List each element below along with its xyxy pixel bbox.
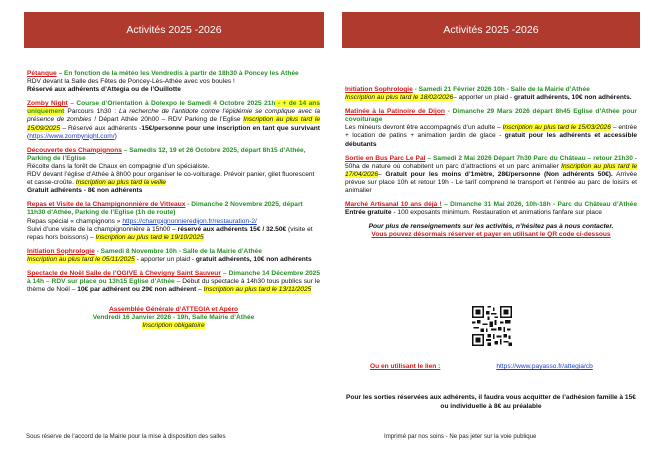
zomby-text1: Parcours 1h30 : [64, 108, 120, 116]
vitteaux-price: réservé aux adhérents 15€ / 32.50€ [177, 225, 287, 233]
left-body [27, 70, 320, 331]
ag-note: Inscription obligatoire [142, 322, 205, 330]
vitteaux-line2: Suivi d’une visite de la champignonnière à 15h00 – [27, 225, 178, 233]
patinoire-title: Matinée à la Patinoire de Dijon [345, 108, 445, 116]
zomby-age: - + de 14 ans uniquement [27, 100, 320, 116]
champignons-sep: – [121, 146, 130, 154]
patinoire-text1: Les mineurs devront être accompagnés d’un adulte – [345, 124, 503, 132]
parclepal-schedule: Samedi 2 Mai 2026 Départ 7h30 Parc du Château – retour 21h30 [433, 154, 633, 162]
patinoire-text2: – entrée + location de patins + animation jardin de glace - [345, 124, 638, 140]
contact-note: Pour plus de renseignements sur les activités, n’hésitez pas à nous contacter. [368, 223, 614, 231]
sophro1-schedule: Samedi 8 Novembre 10h - Salle de la Mairie d’Athée [100, 247, 262, 255]
right-header-title: Activités 2025 -2026 [443, 24, 539, 36]
petanque-sep: – [56, 70, 65, 77]
activity-sophrologie-2 [345, 86, 637, 102]
patinoire-deadline: Inscription au plus tard le 15/03/2026 [502, 124, 611, 132]
champignons-line1: Récolte dans la forêt de Chaux en compagnie d’un spécialiste. [27, 162, 210, 170]
champignons-deadline: Inscription au plus tard la veille [75, 179, 166, 187]
patinoire-schedule: Dimanche 29 Mars 2026 départ 8h45 Eglise d’Athée pour covoiturage [345, 108, 637, 124]
left-header-title: Activités 2025 -2026 [126, 24, 222, 36]
patinoire-price: gratuit pour les adhérents et accessible débutants [345, 132, 637, 148]
sophro1-sep: - [94, 247, 101, 255]
qr-code[interactable] [470, 304, 514, 348]
left-footer: Sous réserve de l’accord de la Mairie pour la mise à disposition des salles [26, 433, 226, 440]
zomby-text3: – Réservé aux adhérents - [60, 124, 142, 132]
ag-date: Vendredi 16 Janvier 2026 - 19h, Salle Mairie d’Athée [92, 314, 255, 322]
petanque-schedule: En fonction de la météo les Vendredis à partir de 18h30 à Poncey les Athée [64, 70, 299, 77]
zomby-schedule: Course d’Orientation à Dolexpo le Samedi 4 Octobre 2025 21h [76, 100, 276, 108]
sophro2-title: Initiation Sophrologie [345, 86, 413, 93]
right-footer: Imprimé par nos soins - Ne pas jeter sur la voie publique [384, 433, 537, 440]
sophro1-title: Initiation Sophrologie [27, 247, 95, 255]
artisanal-sep: – [441, 201, 451, 209]
activity-champignons [27, 147, 320, 196]
zomby-close: ) [114, 132, 117, 140]
sophro2-price: gratuit adhérents, 10€ non adhérents. [514, 94, 632, 102]
parclepal-price: Gratuit pour les moins d’1mètre, 28€/personne (Non adhérents 50€). [385, 170, 613, 178]
artisanal-schedule: Dimanche 31 Mai 2026, 10h-18h - Parc du Château d’Athée [450, 201, 637, 209]
sophro1-deadline: Inscription au plus tard le 05/11/2025 [27, 255, 135, 263]
activity-vitteaux [27, 201, 320, 241]
parclepal-sep: – [425, 154, 434, 162]
noel-sep: – [220, 269, 229, 277]
parclepal-text3: Arrivée prévue sur place 10h et retour 19h - Le tarif comprend le transport et l’entrée au parc de loisirs et animalier [345, 170, 638, 195]
activity-noel [27, 270, 320, 294]
payment-line [370, 363, 593, 370]
petanque-title: Pétanque [27, 70, 57, 77]
activity-parc-le-pal [345, 155, 637, 195]
activity-sophrologie-1 [27, 248, 320, 264]
parclepal-deadline: Inscription au plus tard le 17/04/2026 [345, 162, 637, 178]
sophro1-text1: - apporter un plaid - [134, 255, 196, 263]
activity-patinoire [345, 108, 637, 148]
artisanal-title: Marché Artisanal 10 ans déjà ! [345, 201, 442, 209]
patinoire-sep: - [444, 108, 453, 116]
vitteaux-link[interactable]: https://champignonnieredijon.fr/restauration-2/ [122, 217, 257, 225]
sophro2-deadline: Inscription au plus tard le 18/02/2026 [345, 94, 454, 102]
noel-schedule: Dimanche 14 Décembre 2025 à 14h – RDV sur place ou 13h15 Eglise d’Athée [27, 269, 320, 286]
zomby-italic: La recherche de l’antidote contre l’épidémie se complique avec la présence de zombies ! [27, 108, 320, 124]
zomby-link[interactable]: https://www.zombynight.com/ [29, 132, 115, 140]
champignons-line2: RDV devant l’église d’Athée à 8h00 pour organiser le co-voiturage. Prévoir panier, gilet fluorescent et casse-croûte. [27, 171, 315, 187]
parclepal-text1: - 50ha de nature où cohabitent un parc d’attractions et un parc animalier [345, 154, 637, 170]
noel-text1: – Début du spectacle à 14h30 tous publics sur le thème de Noël – [27, 278, 320, 294]
activity-marche-artisanal [345, 201, 637, 217]
right-body [345, 86, 637, 240]
sophro1-price: gratuit adhérents, 10€ non adhérents [195, 255, 312, 263]
membership-note: Pour les sorties réservées aux adhérents, il faudra vous acquitter de l’adhésion famille à 15€ ou individuelle à 8€ au préalable [346, 394, 636, 410]
activity-zomby [27, 100, 320, 140]
vitteaux-schedule: Dimanche 2 Novembre 2025, départ 11h30 d’Athée, Parking de l’Eglise (1h de route) [27, 201, 303, 217]
artisanal-text2: - 100 exposants minimum. Restauration et animations fanfare sur place [391, 209, 602, 217]
right-header [342, 12, 640, 48]
left-header [24, 12, 324, 48]
parclepal-title: Sortie en Bus Parc Le Pal [345, 154, 426, 162]
ag-title: Assemblée Générale d’ATTEGIA et Apéro [108, 306, 239, 314]
noel-title: Spectacle de Noël Salle de l’OGIVE à Chevigny Saint Sauveur [27, 269, 221, 277]
parclepal-text2: – [378, 170, 386, 178]
petanque-line3: Réservé aux adhérents d’Attegia ou de l’Ouillotte [27, 86, 181, 94]
champignons-schedule: Samedis 12, 19 et 26 Octobre 2025, départ 8h15 d’Athée, Parking de l’Eglise [27, 146, 306, 162]
champignons-title: Découverte des Champignons [27, 146, 122, 154]
sophro2-text1: – apporter un plaid - [453, 94, 514, 102]
petanque-line2: RDV devant la Salle des Fêtes de Poncey-Lès-Athée avec vos boules ! [27, 78, 235, 86]
noel-deadline: Inscription au plus tard le 13/11/2025 [203, 286, 312, 294]
vitteaux-line3: (visite et repas hors boissons) – [27, 225, 313, 241]
sophro2-schedule: Samedi 21 Février 2026 10h - Salle de la Mairie d’Athée [418, 86, 590, 93]
noel-price: 10€ par adhérent ou 29€ non adhérent [77, 286, 197, 294]
zomby-text2: Départ Athée 20h00 – RDV Parking de l’Eglise [95, 116, 244, 124]
vitteaux-title: Repas et Visite de la Champignonnière de Vitteaux [27, 201, 186, 209]
activity-petanque [27, 70, 320, 94]
zomby-title: Zomby Night [27, 100, 68, 108]
zomby-open: ( [27, 132, 30, 140]
champignons-price: Gratuit adhérents - 8€ non adhérents [27, 187, 143, 195]
zomby-deadline: Inscription au plus tard le 15/09/2025 [27, 116, 321, 132]
vitteaux-sep: - [185, 201, 192, 209]
payment-link[interactable]: https://www.payasso.fr/attegia/cb [496, 363, 593, 370]
zomby-price: 15€/personne pour une inscription en tant que survivant [141, 124, 320, 132]
sophro2-sep: - [412, 86, 419, 93]
artisanal-price: Entrée gratuite [345, 209, 392, 217]
qr-note: Vous pouvez désormais réserver et payer en utilisant le QR code ci-dessous [371, 231, 611, 239]
payment-label: Ou en utilisant le lien : [370, 363, 441, 370]
vitteaux-deadline: Inscription au plus tard le 19/10/2025 [95, 233, 204, 241]
assemblee-generale [27, 306, 320, 330]
noel-text2: – [196, 286, 204, 294]
vitteaux-line1: Repas spécial « champignons » [27, 217, 123, 225]
zomby-sep: – [67, 100, 77, 108]
